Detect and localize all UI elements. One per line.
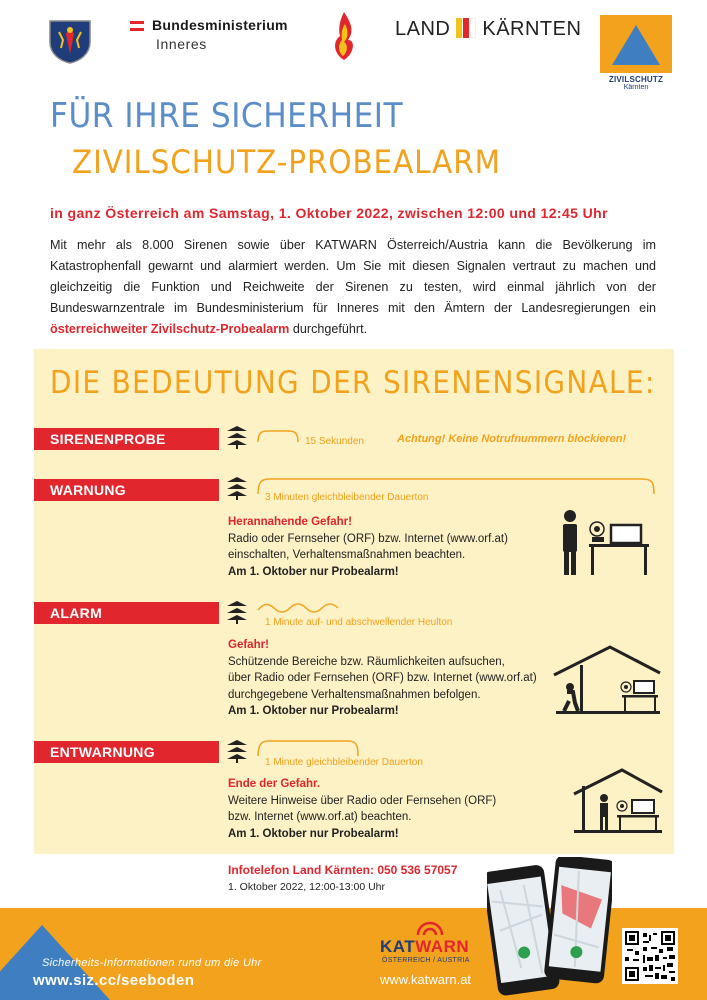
signal-line: Radio oder Fernseher (ORF) bzw. Internet (www.orf.at) [228,532,508,545]
signal-headline: Gefahr! [228,639,269,651]
signal-tag-probe: SIRENENPROBE [34,428,219,450]
intro-highlight: österreichweiter Zivilschutz-Probealarm [50,322,290,336]
info-phone: Infotelefon Land Kärnten: 050 536 57057 [228,863,458,877]
logo-bar [0,0,707,98]
radio-icon [621,682,631,692]
siren-icon [226,739,248,763]
signal-line: Schützende Bereiche bzw. Räumlichkeiten aufsuchen, [228,655,505,668]
carinthia-crest-icon [47,18,93,64]
date-line: in ganz Österreich am Samstag, 1. Oktober 2022, zwischen 12:00 und 12:45 Uhr [50,205,608,221]
smartphone-icon [487,857,612,997]
signal-headline: Ende der Gefahr. [228,778,321,790]
carinthia-flag-icon [456,18,476,38]
signal-tag-entwarnung: ENTWARNUNG [34,741,219,763]
katwarn-region: ÖSTERREICH / AUSTRIA [382,957,470,964]
intro-paragraph [50,235,656,340]
signal-waves-icon [410,917,450,937]
tv-icon [634,681,654,693]
signal-text-alarm [228,637,537,720]
signal-duration-entwarnung: 1 Minute gleichbleibender Dauerton [265,757,423,768]
signal-line: über Radio oder Fernsehen (ORF) bzw. Internet (www.orf.at) [228,672,537,684]
flame-icon [330,10,358,62]
signal-duration-warnung: 3 Minuten gleichbleibender Dauerton [265,492,429,503]
qr-code-icon[interactable] [622,928,678,984]
land-right: KÄRNTEN [482,18,582,40]
signal-duration-alarm: 1 Minute auf- und abschwellender Heulton [265,617,453,628]
katwarn-url[interactable]: www.katwarn.at [380,972,472,987]
page-subtitle: ZIVILSCHUTZ-PROBEALARM [72,143,501,181]
zivilschutz-logo [600,15,672,95]
intro-end: durchgeführt. [289,322,368,336]
footer-url[interactable]: www.siz.cc/seeboden [33,972,195,989]
signal-headline: Herannahende Gefahr! [228,516,352,528]
person-at-home-scene [572,768,664,834]
katwarn-warn: WARN [415,937,470,956]
ministry-name: Bundesministerium [152,17,288,33]
person-icon [600,794,608,830]
signal-footer: Am 1. Oktober nur Probealarm! [228,565,399,578]
radio-icon [617,801,627,811]
signal-curve-entwarnung [256,738,362,758]
land-kaernten-logo [395,18,581,41]
austria-flag-icon [130,21,144,31]
signal-footer: Am 1. Oktober nur Probealarm! [228,827,399,840]
signals-title: DIE BEDEUTUNG DER SIRENENSIGNALE: [50,365,656,401]
footer-tagline: Sicherheits-Informationen rund um die Uhr [42,957,262,969]
info-box [228,863,457,893]
signal-line: durchgegebene Verhaltensmaßnahmen befolgen. [228,688,481,701]
signal-duration-probe: 15 Sekunden [305,436,364,447]
ministry-department: Inneres [156,36,207,52]
signal-curve-alarm [256,598,340,618]
info-hours: 1. Oktober 2022, 12:00-13:00 Uhr [228,881,386,893]
radio-icon [590,522,604,542]
katwarn-kat: KAT [380,937,416,956]
person-icon [563,510,577,575]
signal-line: einschalten, Verhaltensmaßnahmen beachten. [228,549,466,561]
siren-icon [226,600,248,624]
zivilschutz-region: Kärnten [623,84,649,91]
signal-curve-probe [256,428,300,444]
katwarn-wordmark [380,937,469,957]
katwarn-logo [380,915,480,995]
signal-line: bzw. Internet (www.orf.at) beachten. [228,811,412,823]
signal-tag-alarm: ALARM [34,602,219,624]
person-with-tv-scene [555,505,655,577]
signal-footer: Am 1. Oktober nur Probealarm! [228,705,399,717]
zivilschutz-name: ZIVILSCHUTZ [608,75,664,84]
intro-text: Mit mehr als 8.000 Sirenen sowie über KATWARN Österreich/Austria kann die Bevölkerung im Katastrophenfall gewarnt und alarmiert werden. Um Sie mit diesen Signalen vertraut zu machen und gleichzeitig die Funktion und Reichweite der Sirenen zu testen, wird einmal jährlich von der Bundeswarnzentrale im Bundesministerium für Inneres mit den Ämtern der Landesregierungen ein [50,238,656,315]
warning-note: Achtung! Keine Notrufnummern blockieren! [397,433,627,445]
zivilschutz-triangle-icon [600,15,672,73]
siren-icon [226,476,248,500]
land-left: LAND [395,18,451,40]
tv-icon [632,800,654,813]
signal-line: Weitere Hinweise über Radio oder Fernsehen (ORF) [228,794,497,807]
siren-icon [226,425,248,449]
person-entering-house-scene [552,645,662,715]
signal-tag-warnung: WARNUNG [34,479,219,501]
person-icon [564,683,578,711]
page-title: FÜR IHRE SICHERHEIT [50,96,404,136]
signal-text-warnung [228,514,508,580]
tv-icon [611,525,641,543]
signal-text-entwarnung [228,776,496,842]
